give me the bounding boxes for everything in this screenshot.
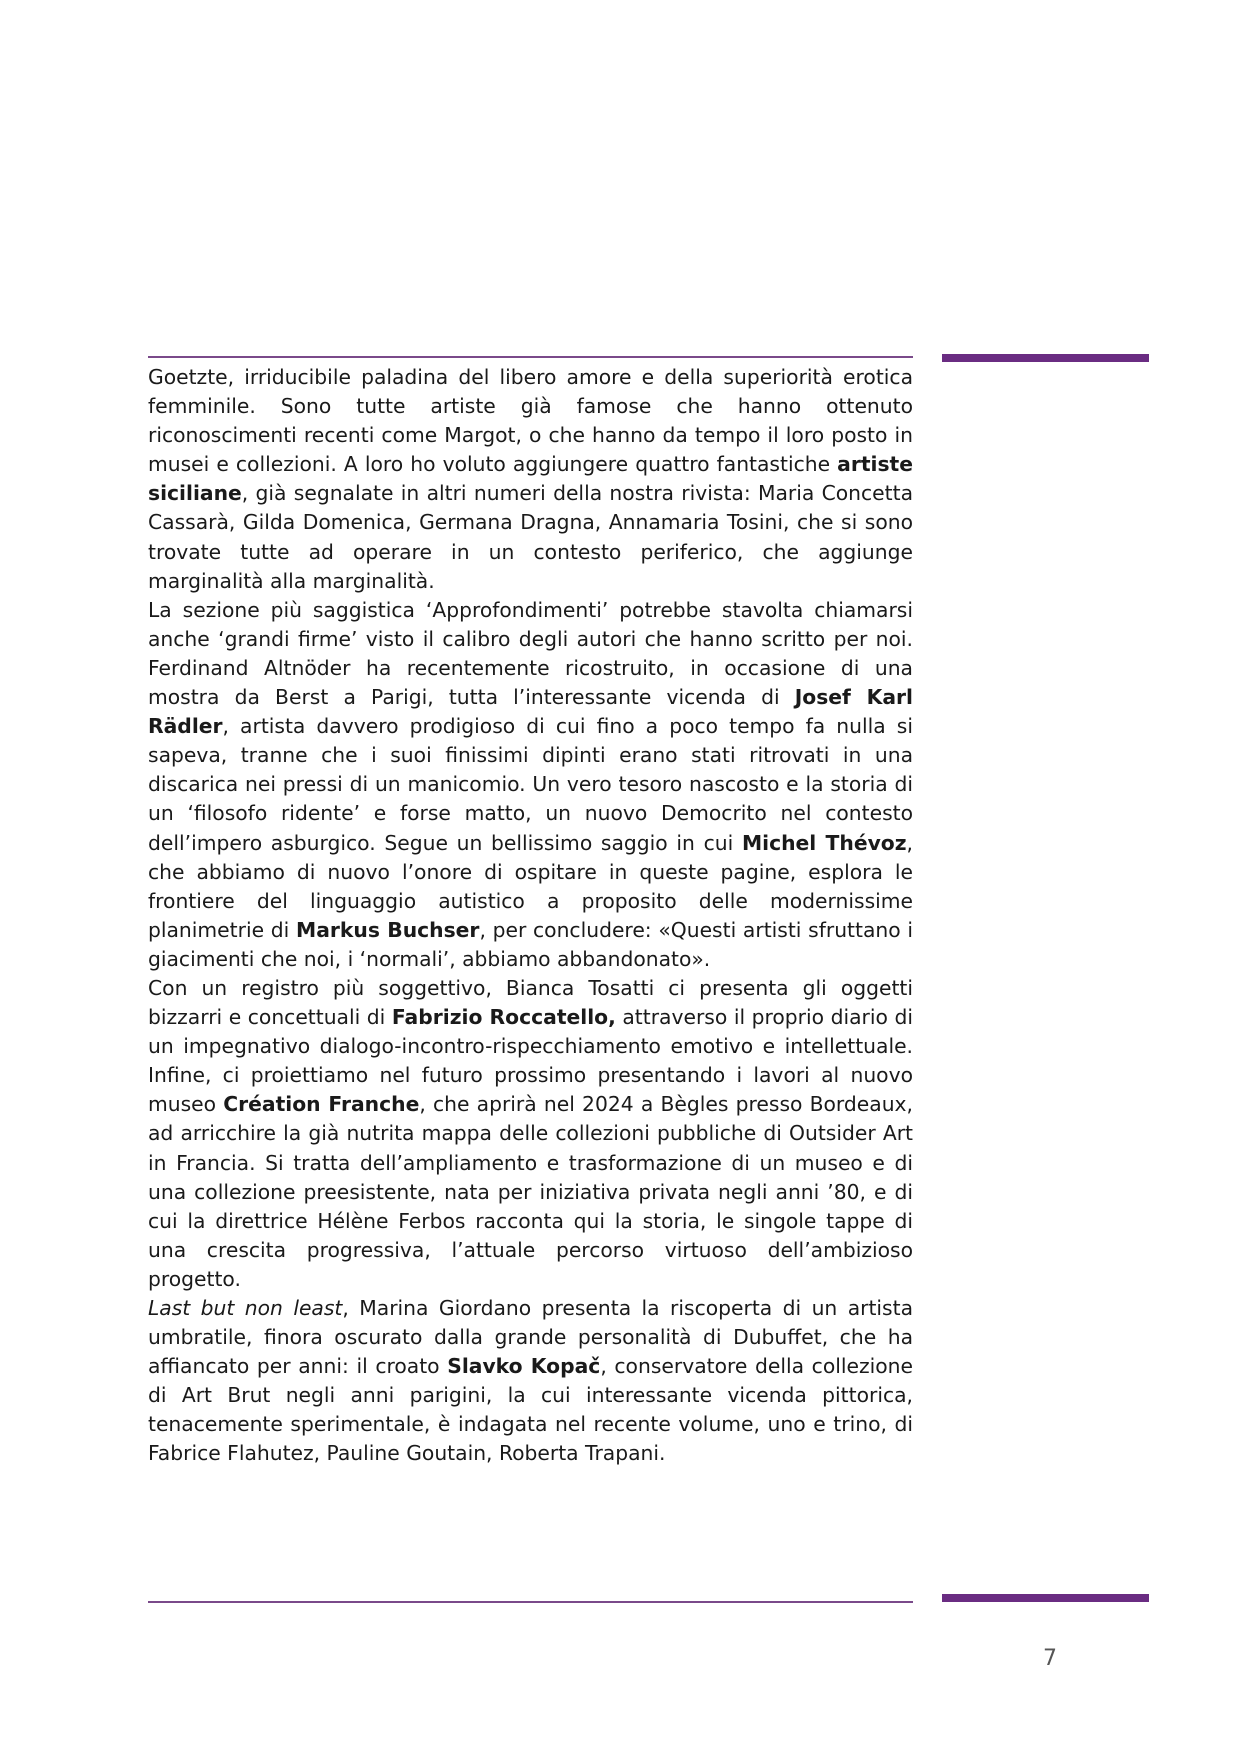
bold-text: Michel Thévoz [741, 830, 907, 855]
article-body [148, 363, 913, 1469]
text-run: Con un registro più soggettivo, Bianca Tosatti ci presenta gli oggetti bizzarri e concettuali di [148, 975, 913, 1030]
top-accent-bar [942, 354, 1149, 362]
paragraph-3 [148, 974, 913, 1294]
text-run: , che aprirà nel 2024 a Bègles presso Bordeaux, ad arricchire la già nutrita mappa delle collezioni pubbliche di Outsider Art in Francia. Si tratta dell’ampliamento e trasformazione di un museo e di una collezione preesistente, nata per iniziativa privata negli anni ’80, e di cui la direttrice Hélène Ferbos racconta qui la storia, le singole tappe di una crescita progressiva, l’attuale percorso virtuoso dell’ambizioso progetto. [148, 1092, 913, 1291]
bottom-accent-bar [942, 1594, 1149, 1602]
paragraph-4 [148, 1294, 913, 1469]
text-run: Goetzte, irriducibile paladina del libero amore e della superiorità erotica femminile. Sono tutte artiste già famose che hanno ottenuto riconoscimenti recenti come Margot, o che hanno da tempo il loro posto in musei e collezioni. A loro ho voluto aggiungere quattro fantastiche [148, 365, 913, 477]
text-run: La sezione più saggistica ‘Approfondimenti’ potrebbe stavolta chiamarsi anche ‘grandi firme’ visto il calibro degli autori che hanno scritto per noi. Ferdinand Altnöder ha recentemente ricostruito, in occasione di una mostra da Berst a Parigi, tutta l’interessante vicenda di [148, 597, 913, 710]
paragraph-2 [148, 596, 913, 974]
bottom-divider-rule [148, 1601, 913, 1603]
bold-text: Slavko Kopač [447, 1354, 601, 1379]
page-number: 7 [1043, 1646, 1057, 1671]
paragraph-1 [148, 363, 913, 596]
bold-text: Josef Karl Rädler [148, 685, 913, 739]
bold-text: Markus Buchser [296, 917, 480, 942]
italic-text: Last but non least [148, 1296, 343, 1320]
text-run: , per concludere: «Questi artisti sfruttano i giacimenti che noi, i ‘normali’, abbiamo abbandonato». [148, 917, 914, 971]
bold-text: Création Franche [223, 1092, 420, 1117]
text-run: , artista davvero prodigioso di cui fino a poco tempo fa nulla si sapeva, tranne che i suoi finissimi dipinti erano stati ritrovati in una discarica nei pressi di un manicomio. Un vero tesoro nascosto e la storia di un ‘filosofo ridente’ e forse matto, un nuovo Democrito nel contesto dell’impero asburgico. Segue un bellissimo saggio in cui [148, 714, 913, 855]
bold-text: artiste siciliane [148, 452, 913, 506]
top-divider-rule [148, 356, 913, 358]
text-run: attraverso il proprio diario di un impegnativo dialogo-incontro-rispecchiamento emotivo e intellettuale. Infine, ci proiettiamo nel futuro prossimo presentando i lavori al nuovo museo [148, 1005, 913, 1117]
text-run: , conservatore della collezione di Art Brut negli anni parigini, la cui interessante vicenda pittorica, tenacemente sperimentale, è indagata nel recente volume, uno e trino, di Fabrice Flahutez, Pauline Goutain, Roberta Trapani. [148, 1354, 914, 1466]
text-run: , che abbiamo di nuovo l’onore di ospitare in queste pagine, esplora le frontiere del linguaggio autistico a proposito delle modernissime planimetrie di [148, 830, 913, 942]
text-run: , già segnalate in altri numeri della nostra rivista: Maria Concetta Cassarà, Gilda Domenica, Germana Dragna, Annamaria Tosini, che si sono trovate tutte ad operare in un contesto periferico, che aggiunge marginalità alla marginalità. [148, 481, 913, 593]
text-run: , Marina Giordano presenta la riscoperta di un artista umbratile, finora oscurato dalla grande personalità di Dubuffet, che ha affiancato per anni: il croato [148, 1296, 913, 1379]
bold-text: Fabrizio Roccatello, [391, 1005, 616, 1030]
